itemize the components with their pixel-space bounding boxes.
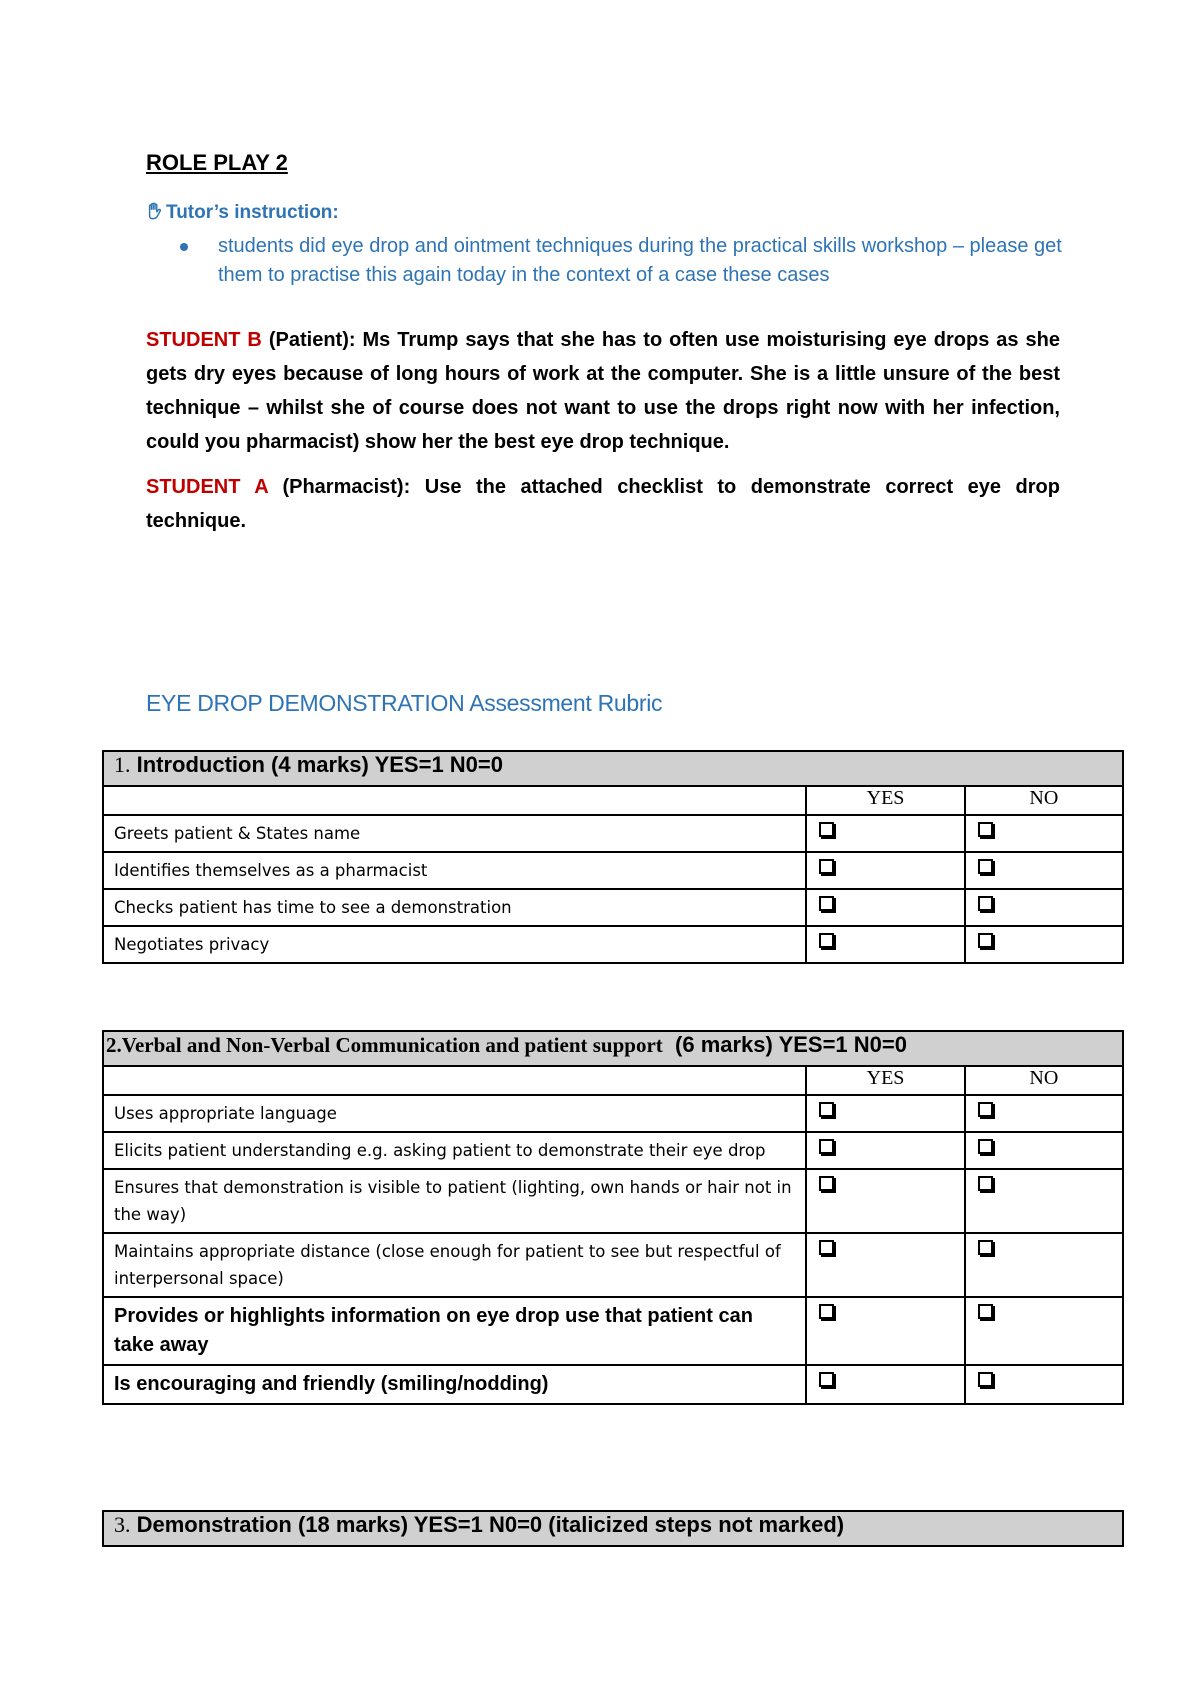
no-checkbox[interactable] [978,1176,993,1191]
no-checkbox[interactable] [978,1139,993,1154]
student-b-paragraph [146,323,1060,459]
table-row [103,1132,1123,1169]
no-checkbox[interactable] [978,1304,993,1319]
yes-checkbox[interactable] [819,822,834,837]
tutor-label: Tutor’s instruction: [166,202,339,223]
table-row [103,1297,1123,1365]
no-checkbox[interactable] [978,1372,993,1387]
table-row [103,1095,1123,1132]
criterion-label: Identifies themselves as a pharmacist [103,852,806,889]
student-a-text: (Pharmacist): Use the attached checklist to demonstrate correct eye drop technique. [146,476,1060,532]
yes-checkbox[interactable] [819,933,834,948]
section1-yes-header: YES [806,786,964,815]
section2-column-header-row [103,1066,1123,1095]
table-row [103,926,1123,963]
tutor-bullet-text: students did eye drop and ointment techniques during the practical skills workshop – please get them to practise this again today in the context of a case these cases [218,235,1062,286]
section2-blank-header [103,1066,806,1095]
yes-checkbox[interactable] [819,1304,834,1319]
student-a-label: STUDENT A [146,476,268,498]
yes-checkbox[interactable] [819,896,834,911]
student-b-label: STUDENT B [146,329,262,351]
yes-checkbox[interactable] [819,1372,834,1387]
student-a-paragraph [146,470,1060,538]
section3-number: 3. [114,1512,131,1537]
section1-no-header: NO [965,786,1123,815]
section1-blank-header [103,786,806,815]
no-checkbox[interactable] [978,859,993,874]
criterion-label: Uses appropriate language [103,1095,806,1132]
hand-icon [146,202,164,220]
section2-heading [103,1031,1123,1066]
yes-checkbox[interactable] [819,859,834,874]
section3-heading-text: Demonstration (18 marks) YES=1 N0=0 (italicized steps not marked) [130,1512,845,1537]
tutor-instruction-heading [146,202,339,224]
no-checkbox[interactable] [978,896,993,911]
no-checkbox[interactable] [978,933,993,948]
table-row [103,1365,1123,1404]
no-checkbox[interactable] [978,1240,993,1255]
no-checkbox[interactable] [978,1102,993,1117]
student-b-text: (Patient): Ms Trump says that she has to often use moisturising eye drops as she gets dry eyes because of long hours of work at the computer. She is a little unsure of the best technique – whilst she of course does not want to use the drops right now with her infection, could you pharmacist) show her the best eye drop technique. [146,329,1060,453]
yes-checkbox[interactable] [819,1176,834,1191]
section2-header-row [103,1031,1123,1066]
section1-number: 1. [114,752,131,777]
no-checkbox[interactable] [978,822,993,837]
section3-table [102,1510,1124,1547]
table-row [103,1169,1123,1233]
section2-no-header: NO [965,1066,1123,1095]
page-title: ROLE PLAY 2 [146,150,288,175]
criterion-label: Ensures that demonstration is visible to patient (lighting, own hands or hair not in the way) [103,1169,806,1233]
tutor-bullet-item [186,232,1066,290]
section3-header-row [103,1511,1123,1546]
section3-heading [103,1511,1123,1546]
yes-checkbox[interactable] [819,1102,834,1117]
section1-heading [103,751,1123,786]
criterion-label: Provides or highlights information on eye drop use that patient can take away [103,1297,806,1365]
section2-heading-serif: 2.Verbal and Non-Verbal Communication and patient support [106,1033,663,1057]
section2-heading-rest: (6 marks) YES=1 N0=0 [662,1032,907,1057]
table-row [103,1233,1123,1297]
table-row [103,852,1123,889]
section2-yes-header: YES [806,1066,964,1095]
criterion-label: Elicits patient understanding e.g. asking patient to demonstrate their eye drop [103,1132,806,1169]
section1-heading-text: Introduction (4 marks) YES=1 N0=0 [130,752,503,777]
criterion-label: Maintains appropriate distance (close enough for patient to see but respectful of interpersonal space) [103,1233,806,1297]
rubric-title: EYE DROP DEMONSTRATION Assessment Rubric [146,690,663,716]
criterion-label: Negotiates privacy [103,926,806,963]
section2-table [102,1030,1124,1405]
table-row [103,815,1123,852]
criterion-label: Greets patient & States name [103,815,806,852]
section1-table [102,750,1124,964]
bullet-icon [180,243,188,251]
section1-header-row [103,751,1123,786]
section1-column-header-row [103,786,1123,815]
criterion-label: Is encouraging and friendly (smiling/nodding) [103,1365,806,1404]
criterion-label: Checks patient has time to see a demonstration [103,889,806,926]
table-row [103,889,1123,926]
yes-checkbox[interactable] [819,1139,834,1154]
yes-checkbox[interactable] [819,1240,834,1255]
